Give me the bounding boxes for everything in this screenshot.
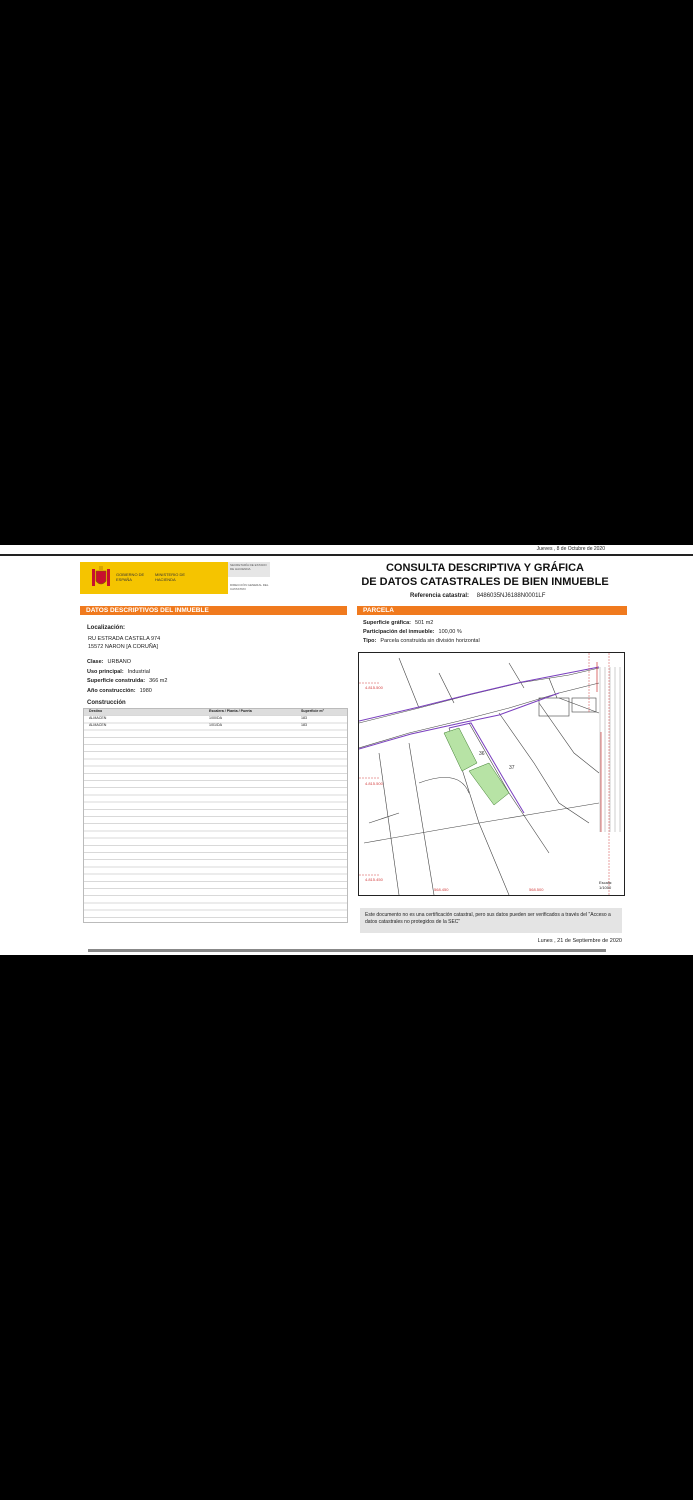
section-bar-datos	[80, 606, 347, 615]
cell-destino: ALMACEN	[89, 723, 107, 727]
anio-value: 1980	[139, 688, 152, 694]
x-label-1: 568.450	[434, 887, 449, 892]
participacion-row	[363, 629, 462, 635]
superficie-grafica-value: 501 m2	[415, 620, 434, 626]
parcel-number-2: 37	[509, 765, 515, 771]
header-escalera: Escalera / Planta / Puerta	[209, 709, 252, 713]
table-row	[84, 723, 347, 729]
address-line1: RU ESTRADA CASTELA 974	[88, 636, 161, 642]
participacion-value: 100,00 %	[438, 629, 462, 635]
cell-superficie: 183	[301, 716, 307, 720]
tipo-value: Parcela construida sin división horizontal	[380, 638, 480, 644]
table-header	[84, 709, 347, 715]
participacion-label: Participación del inmueble:	[363, 629, 435, 635]
section-title-datos: DATOS DESCRIPTIVOS DEL INMUEBLE	[86, 607, 209, 614]
referencia-value: 8486035NJ6188N0001LF	[476, 593, 546, 599]
secretaria-label: SECRETARÍA DE ESTADO DE HACIENDA	[230, 563, 267, 571]
cell-escalera: 1/00/DA	[209, 716, 222, 720]
coord-label-2: 4.815.500	[365, 781, 383, 786]
document-title-line1: CONSULTA DESCRIPTIVA Y GRÁFICA	[385, 562, 584, 574]
top-date: Jueves , 8 de Octubre de 2020	[536, 546, 605, 552]
gobierno-label: GOBIERNO DE ESPAÑA	[116, 572, 145, 582]
document-title-line2: DE DATOS CATASTRALES DE BIEN INMUEBLE	[361, 576, 609, 588]
coat-of-arms-icon	[90, 565, 112, 590]
header-destino: Destino	[89, 709, 103, 713]
parcel-number-1: 36	[479, 751, 485, 757]
uso-row	[87, 669, 150, 675]
superficie-label: Superficie construida:	[87, 678, 146, 684]
localizacion-label: Localización:	[87, 625, 126, 631]
construccion-title: Construcción	[87, 700, 126, 706]
map-drawing	[359, 653, 624, 895]
table-row	[84, 716, 347, 722]
superficie-row	[87, 678, 167, 684]
section-title-parcela: PARCELA	[363, 607, 394, 614]
referencia-label: Referencia catastral:	[410, 593, 470, 599]
bottom-date: Lunes , 21 de Septiembre de 2020	[537, 938, 622, 944]
referencia-row	[410, 593, 545, 599]
coord-label-3: 4.815.450	[365, 877, 383, 882]
construccion-table	[83, 708, 348, 923]
section-bar-parcela	[357, 606, 627, 615]
x-label-2: 568.500	[529, 887, 544, 892]
header-superficie: Superficie m²	[301, 709, 324, 713]
clase-value: URBANO	[107, 659, 132, 665]
coord-label-1: 4.815.500	[365, 685, 383, 690]
anio-row	[87, 688, 152, 694]
cadastral-document	[0, 545, 693, 955]
scale-value: 1/1000	[599, 884, 612, 890]
disclaimer-note: Este documento no es una certificación catastral, pero sus datos pueden ser verificados a través del "Acceso a datos catastrales no protegidos de la SEC"	[360, 908, 622, 933]
top-divider	[0, 554, 693, 556]
scale-label: Escala:	[599, 880, 613, 885]
cell-superficie: 183	[301, 723, 307, 727]
cell-destino: ALMACEN	[89, 716, 107, 720]
ministerio-label: MINISTERIO DE HACIENDA	[155, 572, 186, 582]
superficie-value: 366 m2	[149, 678, 168, 684]
uso-label: Uso principal:	[87, 669, 124, 675]
superficie-grafica-label: Superficie gráfica:	[363, 620, 411, 626]
scale-box	[599, 881, 612, 890]
direccion-label: DIRECCIÓN GENERAL DEL CATASTRO	[230, 583, 269, 591]
cell-escalera: 1/01/DA	[209, 723, 222, 727]
tipo-row	[363, 638, 480, 644]
cadastral-map[interactable]	[358, 652, 625, 896]
clase-label: Clase:	[87, 659, 104, 665]
superficie-grafica-row	[363, 620, 433, 626]
address-line2: 15572 NARON [A CORUÑA]	[88, 644, 158, 650]
clase-row	[87, 659, 131, 665]
bottom-scroll-strip	[88, 949, 606, 952]
vertical-legend-text	[594, 662, 628, 837]
anio-label: Año construcción:	[87, 688, 136, 694]
uso-value: Industrial	[127, 669, 150, 675]
tipo-label: Tipo:	[363, 638, 377, 644]
